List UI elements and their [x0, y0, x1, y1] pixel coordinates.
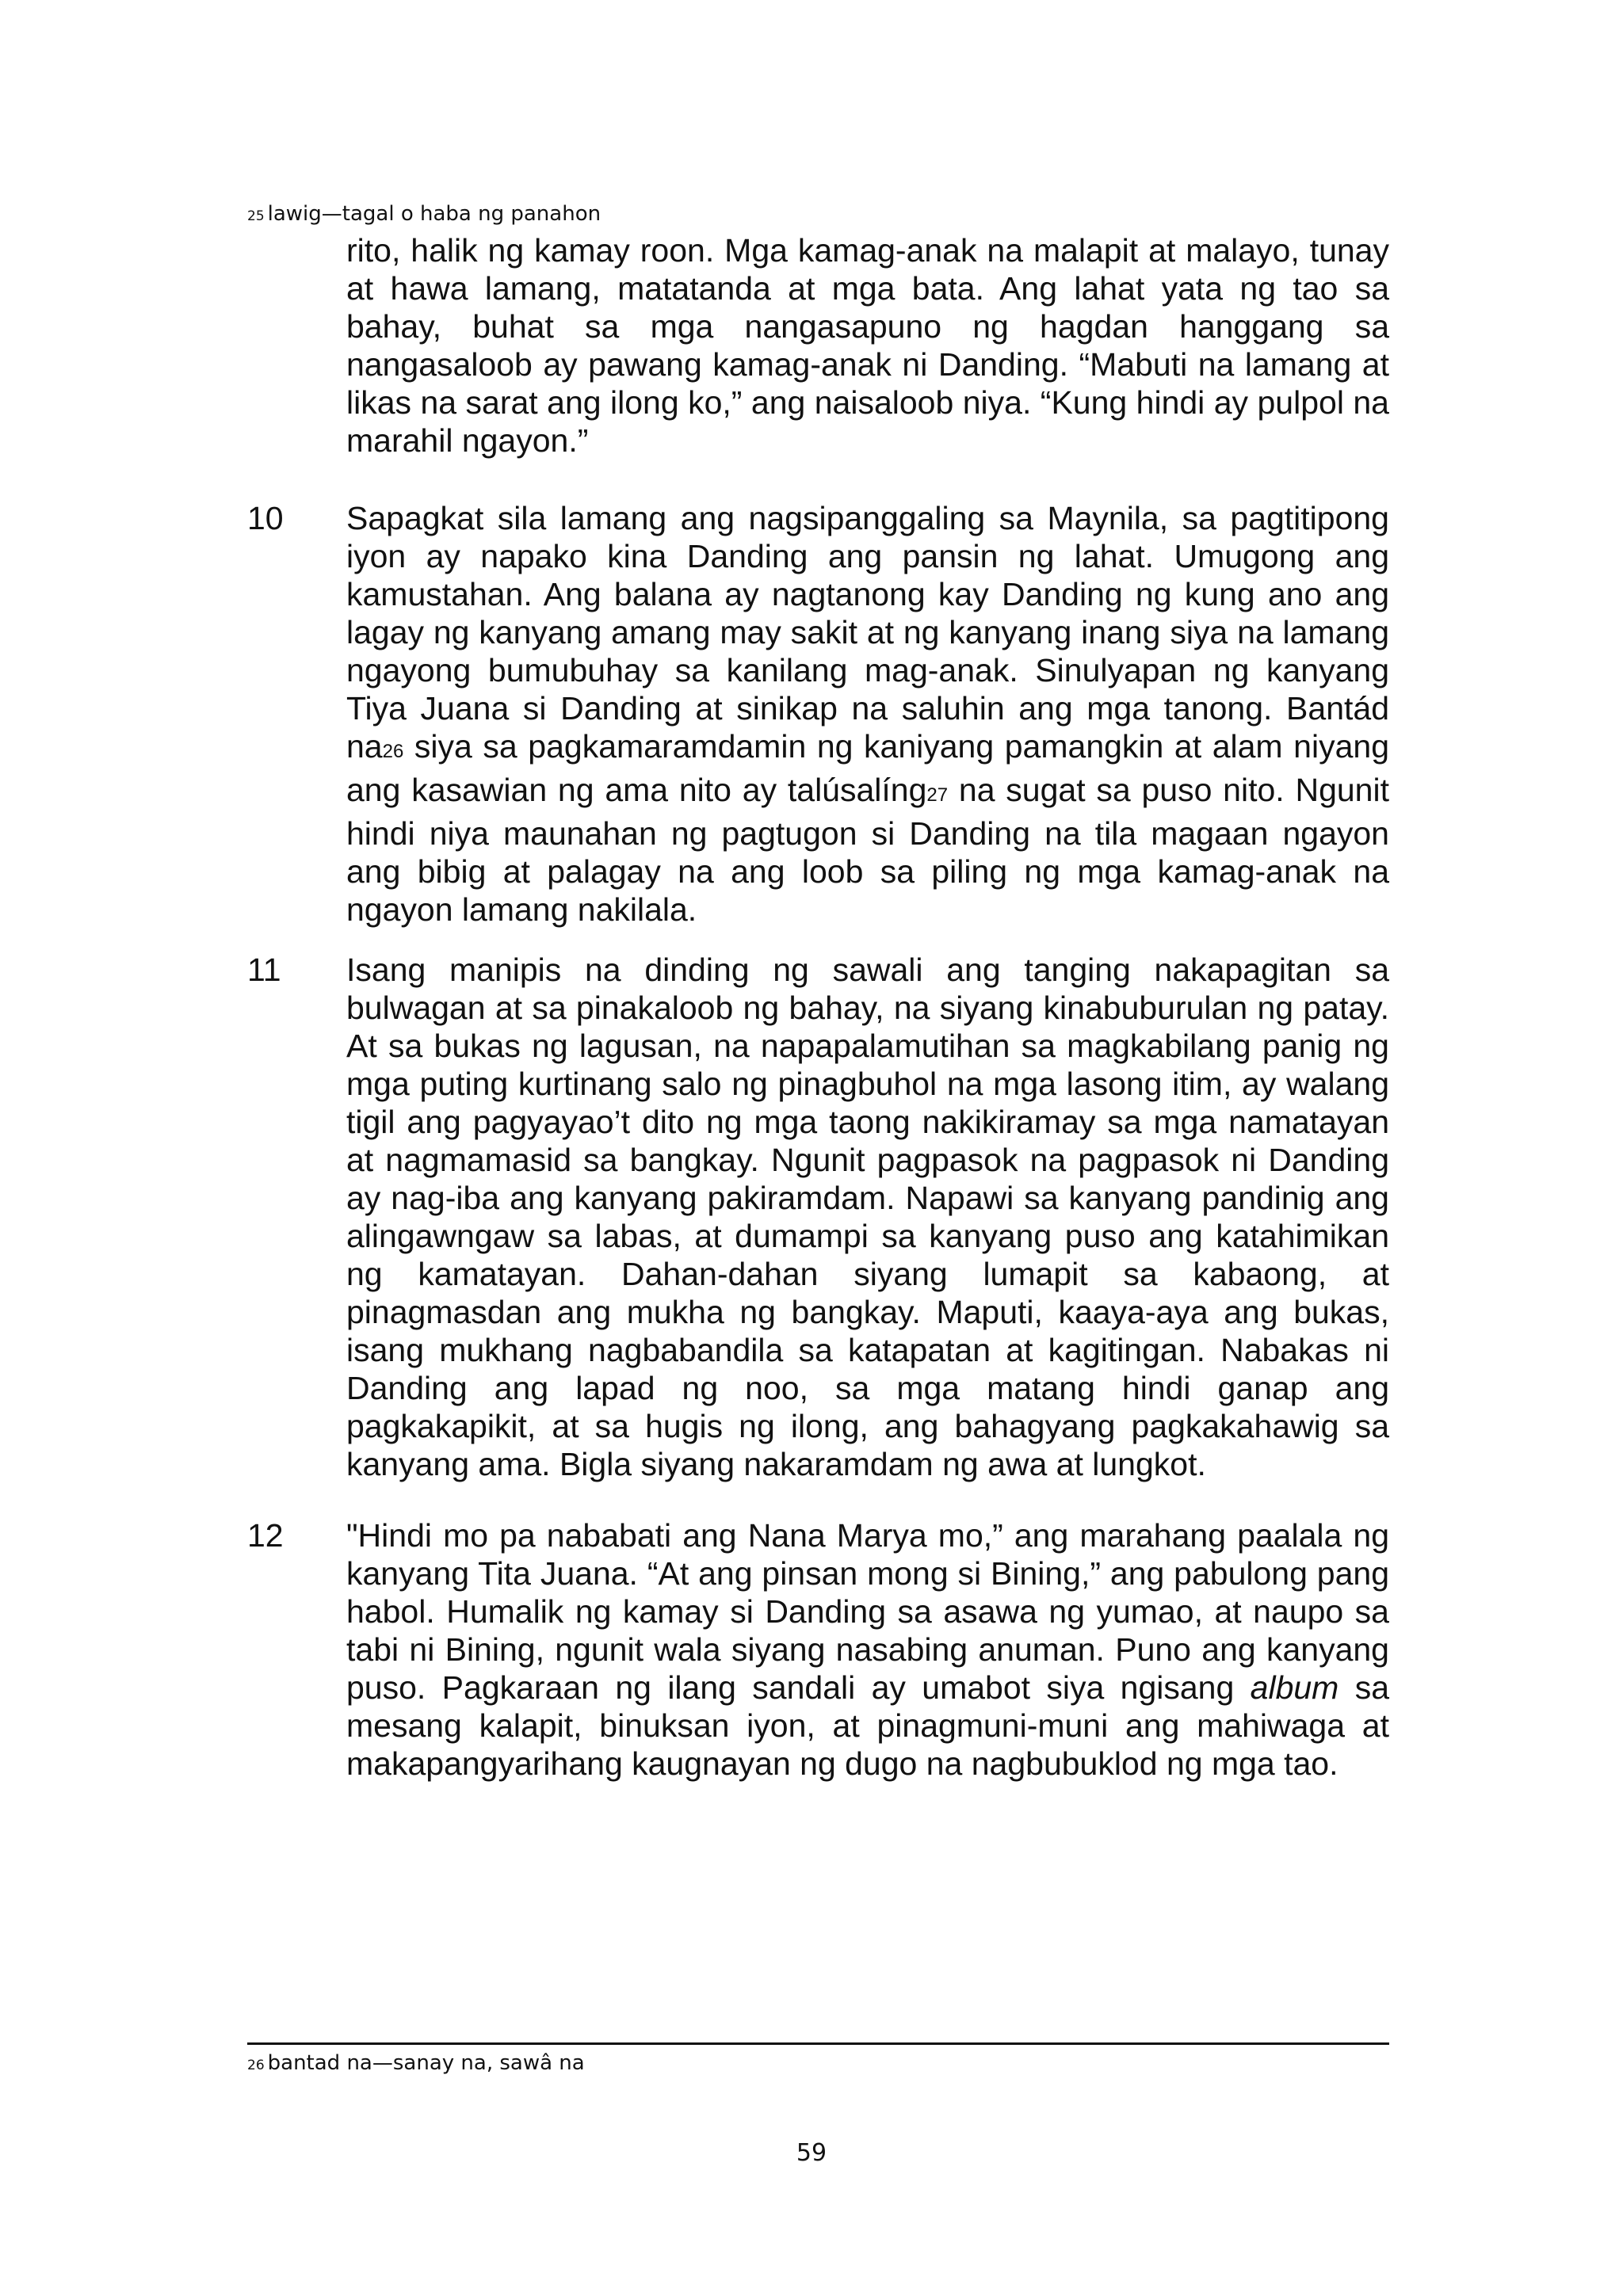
- paragraph-text-segment: "Hindi mo pa nababati ang Nana Marya mo,” ang marahang paalala ng kanyang Tita Juana. “At ang pinsan mong si Bining,” ang pabulong pang habol. Humalik ng kamay si Danding sa asawa ng yumao, at naupo sa tabi ni Bining, ngunit wala siyang nasabing anuman. Puno ang kanyang puso. Pagkaraan ng ilang sandali ay umabot siya ngisang: [346, 1517, 1389, 1706]
- paragraph-text-segment: Isang manipis na dinding ng sawali ang tanging nakapagitan sa bulwagan at sa pinakaloob ng bahay, na siyang kinabuburulan ng patay. At sa bukas ng lagusan, na napapalamutihan sa magkabilang panig ng mga puting kurtinang salo ng pinagbuhol na mga lasong itim, ay walang tigil ang pagyayao’t dito ng mga taong nakikiramay sa mga namatayan at nagmamasid sa bangkay. Ngunit pagpasok na pagpasok ni Danding ay nag-iba ang kanyang pakiramdam. Napawi sa kanyang pandinig ang alingawngaw sa labas, at dumampi sa kanyang puso ang katahimikan ng kamatayan. Dahan-dahan siyang lumapit sa kabaong, at pinagmasdan ang mukha ng bangkay. Maputi, kaaya-aya ang bukas, isang mukhang nagbabandila sa katapatan at kagitingan. Nabakas ni Danding ang lapad ng noo, sa mga matang hindi ganap ang pagkakapikit, at sa hugis ng ilong, ang bahagyang pagkakahawig sa kanyang ama. Bigla siyang nakaramdam ng awa at lungkot.: [346, 952, 1389, 1482]
- italic-term: album: [1250, 1669, 1339, 1706]
- footnote-ref: 27: [926, 784, 949, 806]
- footnote-divider: [247, 2042, 1389, 2045]
- footnote-number: 25: [247, 208, 265, 224]
- footnote-bottom: [247, 2049, 585, 2080]
- paragraph-number: 12: [247, 1517, 284, 1554]
- footnote-ref: 26: [382, 741, 404, 762]
- paragraph-text: [346, 951, 1389, 1483]
- paragraph-text-segment: Sapagkat sila lamang ang nagsipanggaling sa Maynila, sa pagtitipong iyon ay napako kina Danding ang pansin ng lahat. Umugong ang kamustahan. Ang balana ay nagtanong kay Danding ng kung ano ang lagay ng kanyang amang may sakit at ng kanyang inang siya na lamang ngayong bumubuhay sa kanilang mag-anak. Sinulyapan ng kanyang Tiya Juana si Danding at sinikap na saluhin ang mga tanong. Bantád na: [346, 500, 1389, 765]
- paragraph-text: [346, 1516, 1389, 1783]
- continuation-text: rito, halik ng kamay roon. Mga kamag-anak na malapit at malayo, tunay at hawa lamang, matatanda at mga bata. Ang lahat yata ng tao sa bahay, buhat sa mga nangasapuno ng hagdan hanggang sa nangasaloob ay pawang kamag-anak ni Danding. “Mabuti na lamang at likas na sarat ang ilong ko,” ang naisaloob niya. “Kung hindi ay pulpol na marahil ngayon.”: [346, 232, 1389, 459]
- footnote-top: [247, 200, 601, 231]
- footnote-number: 26: [247, 2058, 265, 2073]
- paragraph-number: 10: [247, 500, 284, 536]
- page-number: 59: [796, 2139, 827, 2167]
- paragraph-text-segment: na sugat sa puso nito. Ngunit hindi niya maunahan ng pagtugon si Danding na tila magaan ngayon ang bibig at palagay na ang loob sa piling ng mga kamag-anak na ngayon lamang nakilala.: [346, 772, 1389, 928]
- paragraph-text-segment: sa mesang kalapit, binuksan iyon, at pinagmuni-muni ang mahiwaga at makapangyarihang kaugnayan ng dugo na nagbubuklod ng mga tao.: [346, 1669, 1389, 1782]
- footnote-text: lawig—tagal o haba ng panahon: [267, 202, 601, 226]
- footnote-text: bantad na—sanay na, sawâ na: [267, 2051, 585, 2075]
- continuation-paragraph: [346, 231, 1389, 460]
- paragraph-text: [346, 499, 1389, 929]
- paragraph-number: 11: [247, 952, 281, 988]
- paragraph-text-segment: siya sa pagkamaramdamin ng kaniyang pamangkin at alam niyang ang kasawian ng ama nito ay talúsalíng: [346, 728, 1389, 808]
